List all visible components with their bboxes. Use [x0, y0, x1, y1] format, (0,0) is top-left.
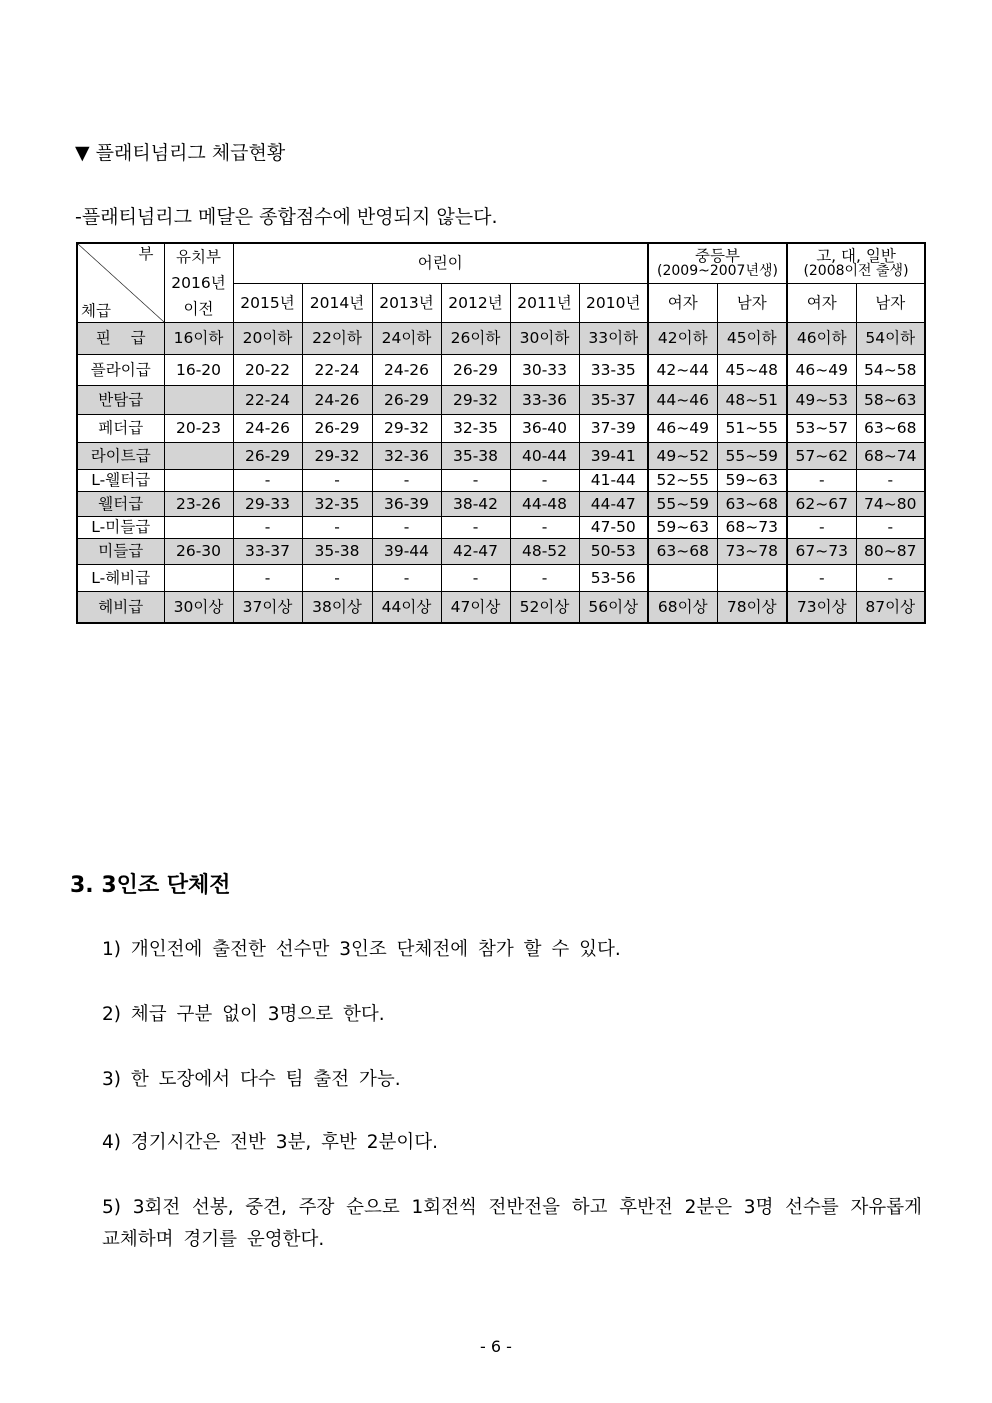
table-row — [77, 415, 925, 443]
corner-header — [77, 243, 164, 323]
weight-range-cell: - — [441, 470, 510, 492]
weight-range-cell: 63~68 — [717, 492, 787, 517]
section3-heading: 3. 3인조 단체전 — [70, 873, 231, 898]
weight-range-cell: 80~87 — [856, 539, 925, 565]
weight-range-cell: 44~46 — [648, 386, 717, 415]
gender-header: 남자 — [856, 283, 925, 322]
weight-range-cell: 22-24 — [302, 355, 372, 386]
year-header: 2013년 — [372, 283, 441, 322]
weight-range-cell: 24-26 — [302, 386, 372, 415]
weight-range-cell: 51~55 — [717, 415, 787, 443]
rule-item-2: 2) 체급 구분 없이 3명으로 한다. — [102, 1004, 385, 1025]
weight-range-cell: - — [372, 470, 441, 492]
weight-range-cell: 39-41 — [579, 443, 648, 470]
weight-range-cell: 44-47 — [579, 492, 648, 517]
table-row — [77, 517, 925, 539]
weight-range-cell: 68~74 — [856, 443, 925, 470]
weight-range-cell: 16-20 — [164, 355, 233, 386]
weight-range-cell: 36-39 — [372, 492, 441, 517]
weight-range-cell: 29-33 — [233, 492, 302, 517]
weight-range-cell: 37이상 — [233, 592, 302, 623]
weight-class-name: L-웰터급 — [77, 470, 164, 492]
weight-range-cell: - — [441, 517, 510, 539]
weight-range-cell: 59~63 — [648, 517, 717, 539]
weight-range-cell: 73~78 — [717, 539, 787, 565]
weight-range-cell: 20-22 — [233, 355, 302, 386]
weight-range-cell: - — [856, 565, 925, 592]
weight-range-cell: 67~73 — [787, 539, 856, 565]
weight-range-cell: 53-56 — [579, 565, 648, 592]
weight-range-cell: - — [856, 517, 925, 539]
weight-range-cell: 54이하 — [856, 323, 925, 355]
weight-class-name: 반탐급 — [77, 386, 164, 415]
rule-item-3: 3) 한 도장에서 다수 팀 출전 가능. — [102, 1069, 401, 1090]
weight-range-cell: 26이하 — [441, 323, 510, 355]
weight-range-cell: 20-23 — [164, 415, 233, 443]
weight-class-name: 핀 급 — [77, 323, 164, 355]
note-text: -플래티넘리그 메달은 종합점수에 반영되지 않는다. — [75, 206, 498, 228]
weight-range-cell: 33-35 — [579, 355, 648, 386]
weight-class-name: 웰터급 — [77, 492, 164, 517]
weight-range-cell: - — [510, 565, 579, 592]
weight-range-cell: 55~59 — [648, 492, 717, 517]
weight-range-cell: 33-37 — [233, 539, 302, 565]
weight-range-cell — [717, 565, 787, 592]
year-header: 2011년 — [510, 283, 579, 322]
weight-range-cell: - — [510, 517, 579, 539]
weight-range-cell: 49~52 — [648, 443, 717, 470]
weight-range-cell: 26-30 — [164, 539, 233, 565]
weight-range-cell: 33이하 — [579, 323, 648, 355]
weight-range-cell: 42-47 — [441, 539, 510, 565]
gender-header: 남자 — [717, 283, 787, 322]
weight-range-cell: 22-24 — [233, 386, 302, 415]
weight-range-cell: 20이하 — [233, 323, 302, 355]
weight-range-cell: 24이하 — [372, 323, 441, 355]
weight-range-cell: - — [787, 565, 856, 592]
weight-range-cell: 48~51 — [717, 386, 787, 415]
division-label: 부 — [138, 245, 154, 263]
high-years: (2008이전 출생) — [803, 263, 909, 280]
rule-item-1: 1) 개인전에 출전한 선수만 3인조 단체전에 참가 할 수 있다. — [102, 939, 621, 960]
table-row — [77, 355, 925, 386]
high-general-header — [787, 243, 925, 283]
weight-range-cell — [164, 565, 233, 592]
table-row — [77, 386, 925, 415]
table-row — [77, 565, 925, 592]
weight-range-cell: 36-40 — [510, 415, 579, 443]
weight-class-name: L-미들급 — [77, 517, 164, 539]
weight-range-cell: 57~62 — [787, 443, 856, 470]
weight-range-cell: - — [372, 565, 441, 592]
weight-range-cell: 56이상 — [579, 592, 648, 623]
table-row — [77, 539, 925, 565]
weight-range-cell: 26-29 — [441, 355, 510, 386]
kinder-label: 유치부 — [176, 248, 221, 266]
weight-range-cell: - — [233, 565, 302, 592]
weight-range-cell: - — [856, 470, 925, 492]
weight-range-cell: - — [302, 517, 372, 539]
page-number: - 6 - — [480, 1337, 512, 1356]
weight-range-cell: 47-50 — [579, 517, 648, 539]
weight-range-cell: 74~80 — [856, 492, 925, 517]
weight-range-cell: 16이하 — [164, 323, 233, 355]
weight-range-cell: 39-44 — [372, 539, 441, 565]
gender-header: 여자 — [787, 283, 856, 322]
weight-range-cell: - — [372, 517, 441, 539]
weight-class-name: 페더급 — [77, 415, 164, 443]
weight-range-cell: 24-26 — [233, 415, 302, 443]
year-header: 2014년 — [302, 283, 372, 322]
weight-range-cell — [164, 443, 233, 470]
high-label: 고, 대, 일반 — [816, 246, 896, 265]
weight-range-cell: 46이하 — [787, 323, 856, 355]
weight-range-cell: 22이하 — [302, 323, 372, 355]
weight-range-cell: 52이상 — [510, 592, 579, 623]
weight-range-cell: 38이상 — [302, 592, 372, 623]
weight-range-cell: 49~53 — [787, 386, 856, 415]
weight-range-cell: - — [510, 470, 579, 492]
middle-school-header — [648, 243, 787, 283]
weight-range-cell: 42이하 — [648, 323, 717, 355]
weight-range-cell: 40-44 — [510, 443, 579, 470]
weight-range-cell: 42~44 — [648, 355, 717, 386]
weight-range-cell: 58~63 — [856, 386, 925, 415]
weight-range-cell: 87이상 — [856, 592, 925, 623]
weight-range-cell: - — [441, 565, 510, 592]
rule-item-4: 4) 경기시간은 전반 3분, 후반 2분이다. — [102, 1132, 439, 1153]
weight-range-cell: 29-32 — [441, 386, 510, 415]
table-row — [77, 323, 925, 355]
weight-range-cell: 44-48 — [510, 492, 579, 517]
weight-range-cell: - — [787, 517, 856, 539]
weight-range-cell: 50-53 — [579, 539, 648, 565]
table-row — [77, 592, 925, 623]
weight-range-cell: 35-38 — [441, 443, 510, 470]
weight-range-cell: 37-39 — [579, 415, 648, 443]
weight-class-name: 라이트급 — [77, 443, 164, 470]
weight-range-cell: 63~68 — [856, 415, 925, 443]
middle-years: (2009~2007년생) — [657, 263, 778, 280]
weight-range-cell: 78이상 — [717, 592, 787, 623]
weight-class-name: 헤비급 — [77, 592, 164, 623]
weight-range-cell: 30이하 — [510, 323, 579, 355]
weight-range-cell — [164, 386, 233, 415]
weight-range-cell: 46~49 — [648, 415, 717, 443]
kinder-year: 2016년 — [171, 274, 226, 292]
weight-range-cell: 48-52 — [510, 539, 579, 565]
weight-range-cell — [648, 565, 717, 592]
weight-range-cell: 63~68 — [648, 539, 717, 565]
weight-range-cell: 52~55 — [648, 470, 717, 492]
weight-range-cell: 54~58 — [856, 355, 925, 386]
weight-range-cell: 29-32 — [372, 415, 441, 443]
weight-range-cell: 32-35 — [302, 492, 372, 517]
weight-range-cell: - — [233, 517, 302, 539]
year-header: 2010년 — [579, 283, 648, 322]
weight-range-cell: 68~73 — [717, 517, 787, 539]
rule-item-5: 5) 3회전 선봉, 중견, 주장 순으로 1회전씩 전반전을 하고 후반전 2분은 3명 선수를 자유롭게 교체하며 경기를 운영한다. — [102, 1197, 922, 1250]
weight-range-cell — [164, 470, 233, 492]
weight-range-cell: 59~63 — [717, 470, 787, 492]
weight-class-name: L-헤비급 — [77, 565, 164, 592]
weight-range-cell: 68이상 — [648, 592, 717, 623]
weight-range-cell: 35-38 — [302, 539, 372, 565]
weight-range-cell: 44이상 — [372, 592, 441, 623]
children-header: 어린이 — [233, 243, 648, 283]
weight-range-cell: 41-44 — [579, 470, 648, 492]
weight-range-cell: 47이상 — [441, 592, 510, 623]
weight-class-table — [76, 242, 926, 624]
weight-range-cell: - — [787, 470, 856, 492]
weight-range-cell: 38-42 — [441, 492, 510, 517]
weight-range-cell: 53~57 — [787, 415, 856, 443]
weight-range-cell: 23-26 — [164, 492, 233, 517]
weight-range-cell: - — [302, 565, 372, 592]
weight-range-cell: 26-29 — [302, 415, 372, 443]
gender-header: 여자 — [648, 283, 717, 322]
weight-range-cell — [164, 517, 233, 539]
weight-range-cell: 32-36 — [372, 443, 441, 470]
weight-range-cell: 73이상 — [787, 592, 856, 623]
middle-label: 중등부 — [695, 246, 740, 265]
table-row — [77, 470, 925, 492]
weight-range-cell: 46~49 — [787, 355, 856, 386]
weight-class-label: 체급 — [81, 301, 111, 320]
weight-range-cell: 62~67 — [787, 492, 856, 517]
weight-range-cell: - — [233, 470, 302, 492]
table-row — [77, 443, 925, 470]
weight-range-cell: 29-32 — [302, 443, 372, 470]
weight-class-name: 플라이급 — [77, 355, 164, 386]
section-heading: ▼ 플래티넘리그 체급현황 — [75, 142, 286, 164]
weight-class-name: 미들급 — [77, 539, 164, 565]
table-row — [77, 492, 925, 517]
weight-range-cell: 26-29 — [233, 443, 302, 470]
kinder-before: 이전 — [183, 300, 214, 318]
weight-range-cell: 35-37 — [579, 386, 648, 415]
weight-range-cell: 30-33 — [510, 355, 579, 386]
weight-range-cell: 45~48 — [717, 355, 787, 386]
weight-range-cell: 45이하 — [717, 323, 787, 355]
weight-range-cell: 55~59 — [717, 443, 787, 470]
year-header: 2012년 — [441, 283, 510, 322]
weight-range-cell: 32-35 — [441, 415, 510, 443]
weight-range-cell: - — [302, 470, 372, 492]
kindergarten-header — [164, 243, 233, 323]
weight-range-cell: 30이상 — [164, 592, 233, 623]
weight-range-cell: 33-36 — [510, 386, 579, 415]
weight-range-cell: 26-29 — [372, 386, 441, 415]
weight-range-cell: 24-26 — [372, 355, 441, 386]
year-header: 2015년 — [233, 283, 302, 322]
